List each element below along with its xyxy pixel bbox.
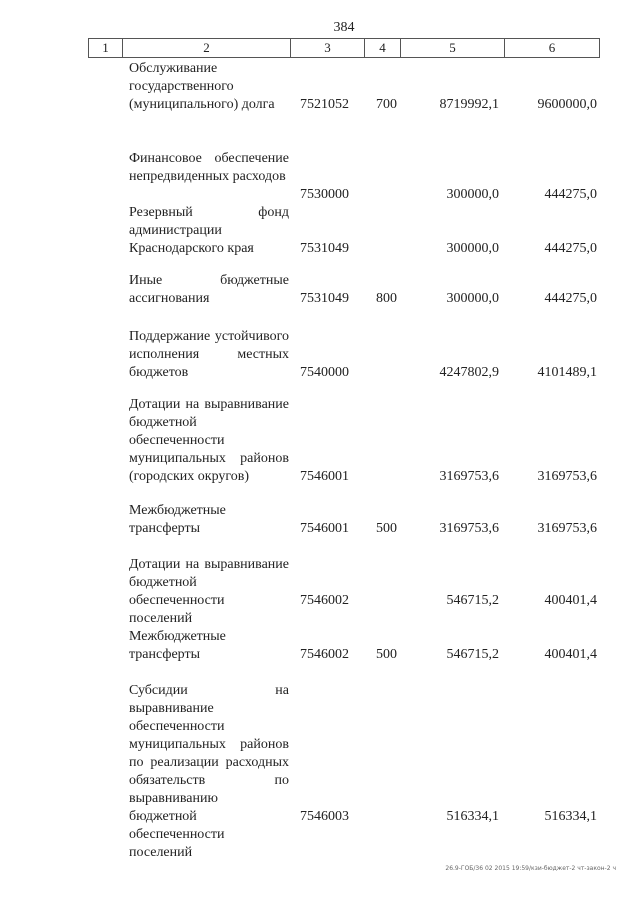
row-value-col6: 3169753,6 <box>537 521 597 536</box>
row-value-col5: 3169753,6 <box>439 469 499 484</box>
footer-file-note: 26.9-ГОБ/36 02 2015 19:59/кзи-бюджет-2 чт-закон-2 ч <box>445 865 616 872</box>
row-code: 7546003 <box>300 809 349 824</box>
row-type: 800 <box>376 291 397 306</box>
row-value-col5: 300000,0 <box>446 241 499 256</box>
row-value-col5: 546715,2 <box>446 593 499 608</box>
row-value-col5: 546715,2 <box>446 647 499 662</box>
row-type: 700 <box>376 97 397 112</box>
table-header <box>88 38 600 58</box>
row-description: Обслуживание государственного (муниципального) долга <box>129 61 275 112</box>
row-value-col5: 300000,0 <box>446 187 499 202</box>
row-description: Межбюджетные трансферты <box>129 629 226 662</box>
row-description: Дотации на выравнивание бюджетной обеспеченности поселений <box>129 557 289 626</box>
row-description: Дотации на выравнивание бюджетной обеспеченности муниципальных районов (городских округов) <box>129 397 289 484</box>
row-code: 7531049 <box>300 291 349 306</box>
row-value-col6: 4101489,1 <box>537 365 597 380</box>
row-value-col5: 4247802,9 <box>439 365 499 380</box>
row-value-col6: 400401,4 <box>544 593 597 608</box>
row-value-col6: 444275,0 <box>544 241 597 256</box>
row-value-col6: 400401,4 <box>544 647 597 662</box>
row-code: 7530000 <box>300 187 349 202</box>
row-description: Финансовое обеспечение непредвиденных расходов <box>129 151 289 184</box>
row-value-col6: 9600000,0 <box>537 97 597 112</box>
row-description: Резервный фонд администрации Краснодарского края <box>129 205 289 256</box>
row-type: 500 <box>376 647 397 662</box>
row-value-col6: 516334,1 <box>544 809 597 824</box>
header-col-2: 2 <box>123 39 291 57</box>
row-code: 7540000 <box>300 365 349 380</box>
row-value-col5: 516334,1 <box>446 809 499 824</box>
row-value-col5: 300000,0 <box>446 291 499 306</box>
header-col-5: 5 <box>401 39 505 57</box>
row-description: Иные бюджетные ассигнования <box>129 273 289 306</box>
row-type: 500 <box>376 521 397 536</box>
row-code: 7546001 <box>300 521 349 536</box>
header-col-6: 6 <box>548 40 556 55</box>
header-col-3: 3 <box>291 39 365 57</box>
header-col-1: 1 <box>89 39 123 57</box>
row-description: Субсидии на выравнивание обеспеченности муниципальных районов по реализации расходных обязательств по выравниванию бюджетной обеспеченности поселений <box>129 683 289 860</box>
row-description: Межбюджетные трансферты <box>129 503 226 536</box>
row-description: Поддержание устойчивого исполнения местных бюджетов <box>129 329 289 380</box>
row-code: 7531049 <box>300 241 349 256</box>
header-col-4: 4 <box>365 39 401 57</box>
row-code: 7546001 <box>300 469 349 484</box>
row-code: 7546002 <box>300 593 349 608</box>
row-value-col6: 444275,0 <box>544 291 597 306</box>
row-value-col5: 8719992,1 <box>439 97 499 112</box>
row-code: 7521052 <box>300 97 349 112</box>
page-number: 384 <box>333 20 355 35</box>
row-value-col5: 3169753,6 <box>439 521 499 536</box>
row-code: 7546002 <box>300 647 349 662</box>
row-value-col6: 3169753,6 <box>537 469 597 484</box>
row-value-col6: 444275,0 <box>544 187 597 202</box>
